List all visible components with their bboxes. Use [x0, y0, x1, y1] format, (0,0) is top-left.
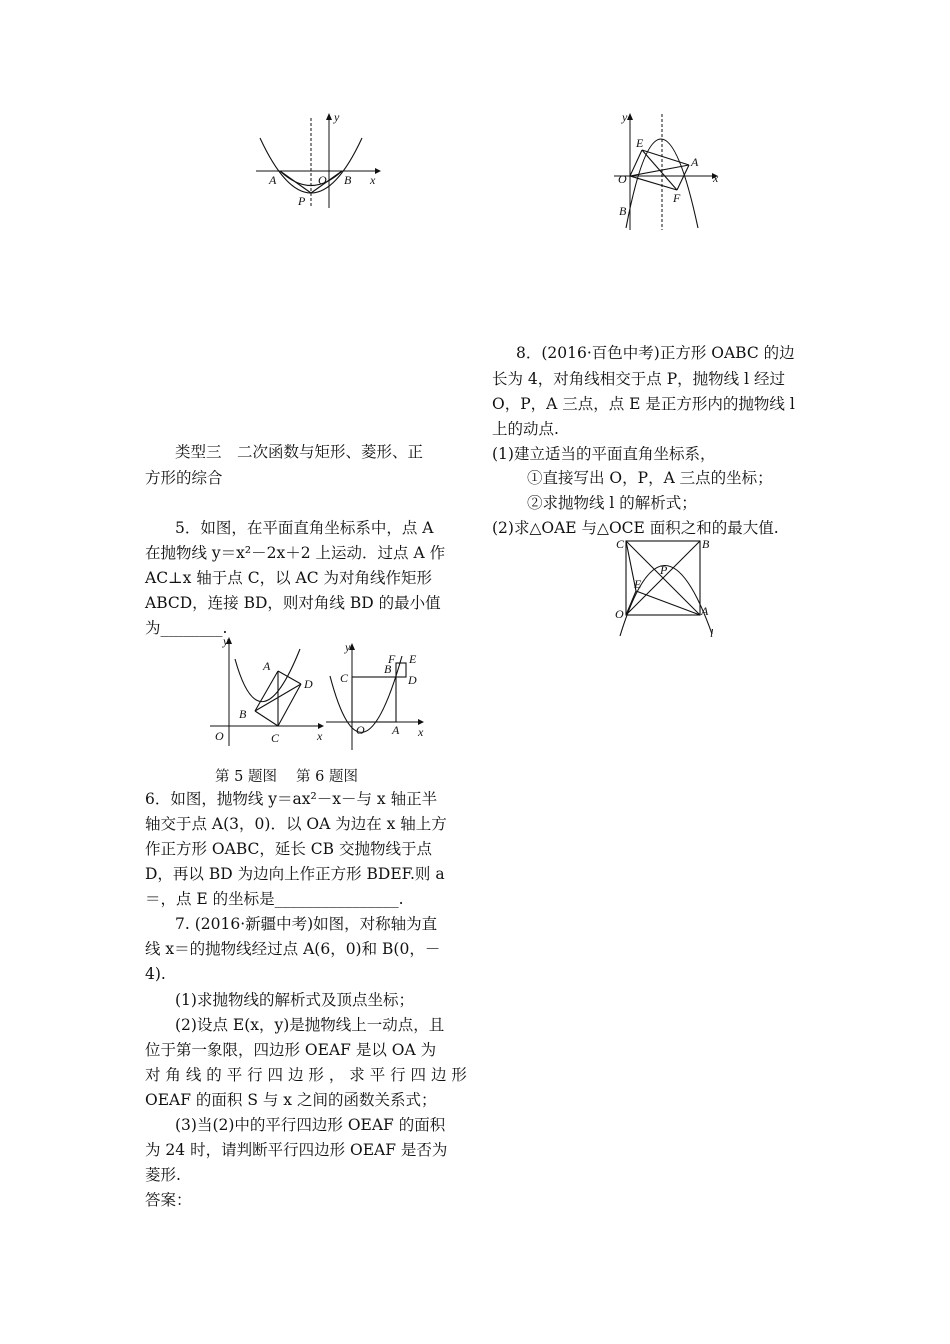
q7-part-3-line-1: (3)当(2)中的平行四边形 OEAF 的面积 — [175, 1116, 446, 1134]
q7-part-2-line-4: OEAF 的面积 S 与 x 之间的函数关系式； — [145, 1091, 437, 1109]
q8-line-2: 长为 4，对角线相交于点 P，抛物线 l 经过 — [492, 370, 785, 388]
q8-line-1: 8．(2016·百色中考)正方形 OABC 的边 — [516, 344, 795, 362]
label-O: O — [615, 607, 624, 621]
q8-line-4: 上的动点. — [492, 420, 559, 438]
label-A: A — [691, 155, 699, 169]
label-B: B — [384, 662, 392, 676]
q6-line-3: 作正方形 OABC，延长 CB 交抛物线于点 — [145, 840, 432, 858]
label-O: O — [356, 723, 365, 737]
figure-top-left-parabola — [250, 108, 390, 218]
label-y: y — [334, 110, 340, 124]
label-C: C — [616, 537, 625, 551]
q8-line-3: O，P，A 三点，点 E 是正方形内的抛物线 l — [492, 395, 795, 413]
label-y: y — [345, 640, 351, 654]
q6-line-1: 6．如图，抛物线 y＝ax²－x－与 x 轴正半 — [145, 790, 438, 808]
figure-5-rectangle — [205, 634, 330, 749]
label-A: A — [701, 604, 709, 618]
section-title-line-1: 类型三 二次函数与矩形、菱形、正 — [175, 443, 424, 461]
q5-line-5: 为________. — [145, 619, 228, 637]
q6-line-5: ＝，点 E 的坐标是________________. — [145, 890, 404, 908]
label-B: B — [702, 537, 710, 551]
label-x: x — [370, 173, 376, 187]
label-A: A — [269, 173, 277, 187]
label-x: x — [713, 171, 719, 185]
label-E: E — [409, 652, 417, 666]
q5-line-1: 5．如图，在平面直角坐标系中，点 A — [175, 519, 434, 537]
q7-line-2: 线 x＝的抛物线经过点 A(6，0)和 B(0，－ — [145, 940, 441, 958]
q7-part-3-line-3: 菱形. — [145, 1166, 181, 1184]
q7-part-2-line-1: (2)设点 E(x，y)是抛物线上一动点，且 — [175, 1016, 445, 1034]
label-x: x — [418, 725, 424, 739]
label-E: E — [636, 136, 644, 150]
q8-part-1b: ②求抛物线 l 的解析式； — [527, 494, 697, 512]
q5-line-4: ABCD，连接 BD，则对角线 BD 的最小值 — [145, 594, 441, 612]
q6-line-2: 轴交于点 A(3，0)．以 OA 为边在 x 轴上方 — [145, 815, 447, 833]
figure-8-square — [612, 536, 727, 644]
q7-line-3: 4). — [145, 965, 166, 983]
q7-line-1: 7. (2016·新疆中考)如图，对称轴为直 — [175, 915, 438, 933]
label-O: O — [318, 173, 327, 187]
q7-part-1: (1)求抛物线的解析式及顶点坐标； — [175, 991, 414, 1009]
section-title-line-2: 方形的综合 — [145, 469, 223, 487]
label-P: P — [298, 194, 306, 208]
q6-line-4: D，再以 BD 为边向上作正方形 BDEF.则 a — [145, 865, 445, 883]
label-x: x — [317, 729, 323, 743]
label-C: C — [271, 731, 280, 745]
label-A: A — [392, 723, 400, 737]
label-P: P — [660, 563, 668, 577]
q7-part-2-line-3: 对 角 线 的 平 行 四 边 形 ， 求 平 行 四 边 形 — [145, 1066, 467, 1084]
label-B: B — [619, 204, 627, 218]
label-A: A — [263, 659, 271, 673]
label-D: D — [408, 673, 417, 687]
label-C: C — [340, 671, 349, 685]
label-O: O — [215, 729, 224, 743]
q5-line-3: AC⊥x 轴于点 C，以 AC 为对角线作矩形 — [145, 569, 432, 587]
label-E: E — [634, 577, 642, 591]
label-F: F — [388, 652, 396, 666]
q8-part-1: (1)建立适当的平面直角坐标系， — [492, 445, 716, 463]
figure-6-squares — [322, 638, 432, 753]
label-O: O — [618, 172, 627, 186]
label-l: l — [710, 626, 714, 640]
q5-line-2: 在抛物线 y＝x²－2x＋2 上运动．过点 A 作 — [145, 544, 446, 562]
q7-part-3-line-2: 为 24 时，请判断平行四边形 OEAF 是否为 — [145, 1141, 448, 1159]
label-F: F — [673, 191, 681, 205]
figure-caption-5-6: 第 5 题图 第 6 题图 — [215, 769, 358, 785]
q8-part-1a: ①直接写出 O，P，A 三点的坐标； — [527, 469, 773, 487]
label-D: D — [304, 677, 313, 691]
q7-part-2-line-2: 位于第一象限，四边形 OEAF 是以 OA 为 — [145, 1041, 437, 1059]
label-y: y — [223, 634, 229, 648]
label-B: B — [239, 707, 247, 721]
q8-part-2: (2)求△OAE 与△OCE 面积之和的最大值. — [492, 519, 779, 537]
label-B: B — [344, 173, 352, 187]
answer-label: 答案： — [145, 1191, 192, 1209]
label-y: y — [622, 110, 628, 124]
figure-top-right-parabola — [612, 110, 732, 235]
